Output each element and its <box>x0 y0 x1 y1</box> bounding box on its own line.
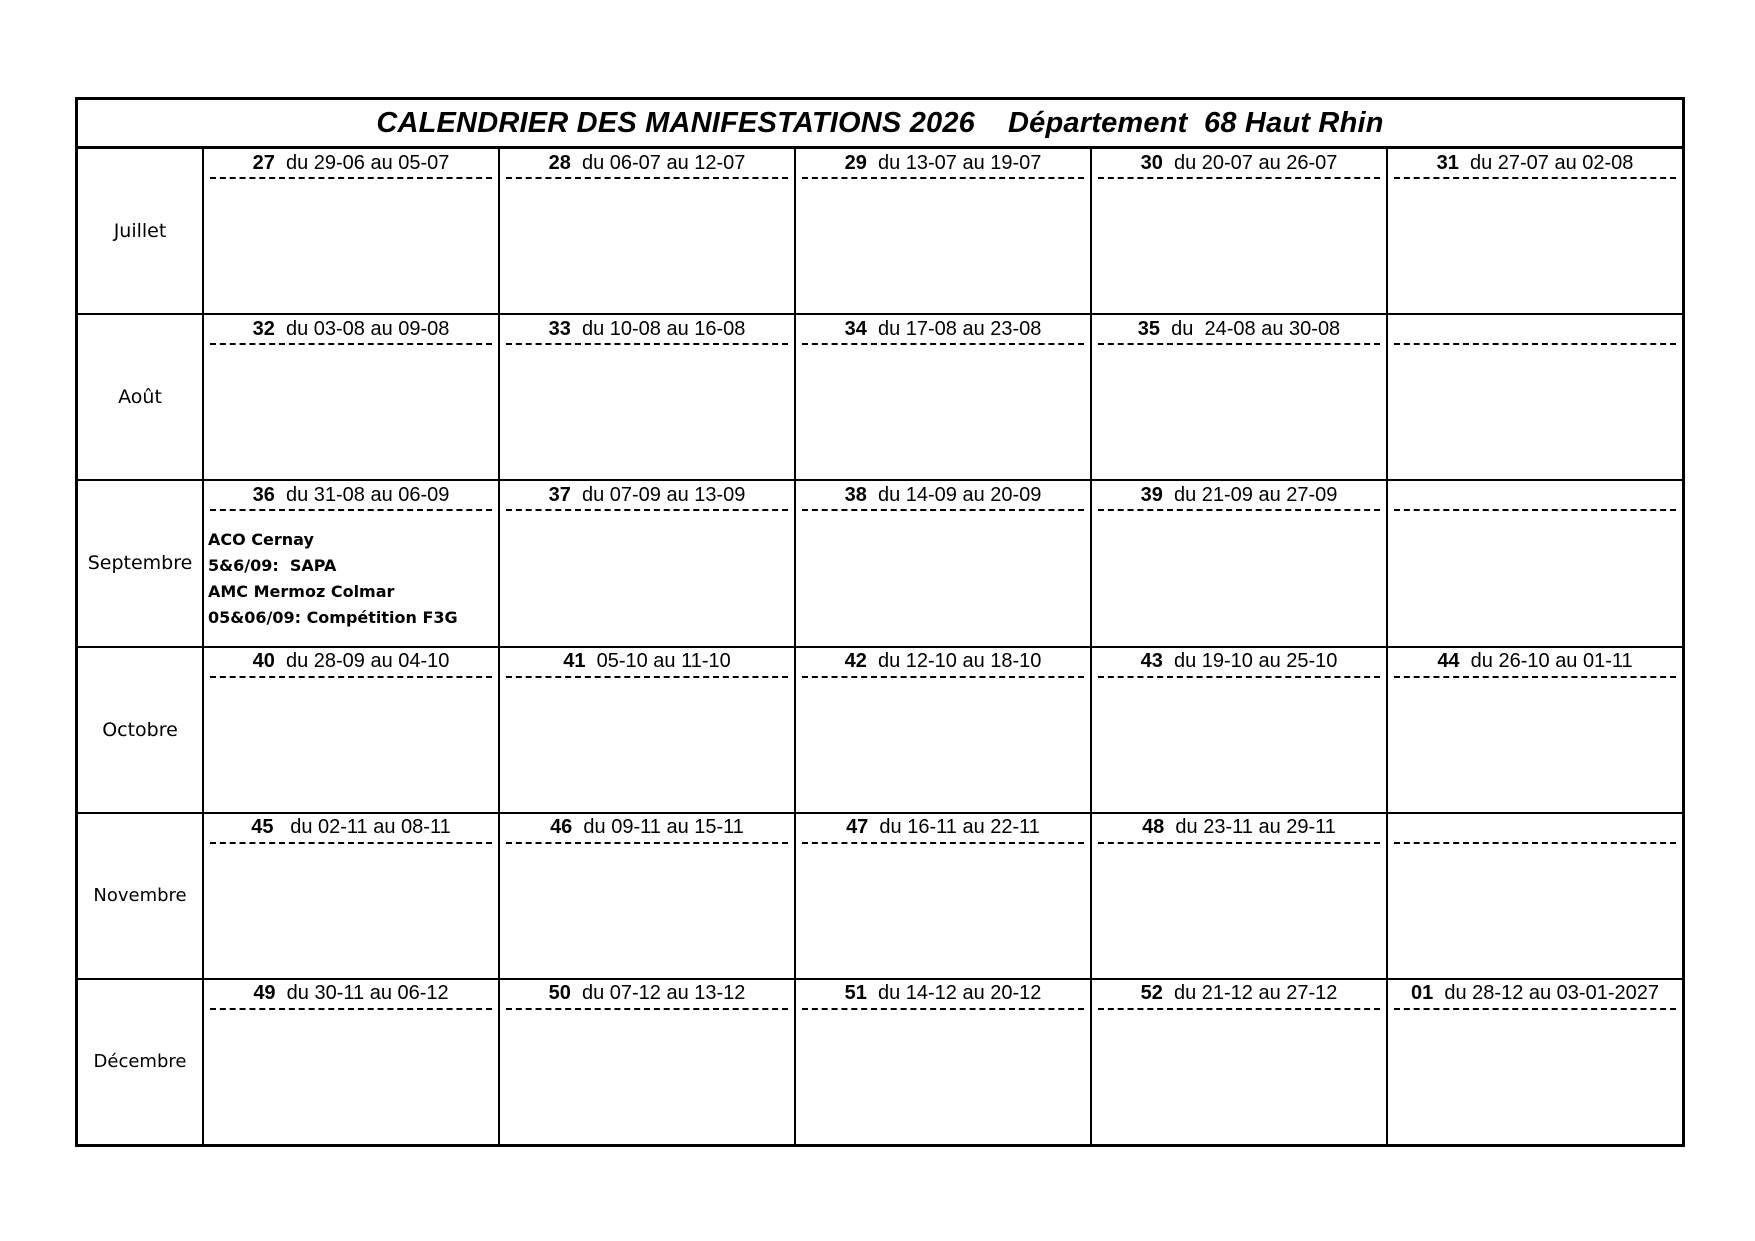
week-number: 29 <box>844 151 867 174</box>
week-cell <box>796 814 1092 978</box>
week-number: 35 <box>1137 317 1161 340</box>
week-header <box>204 648 498 676</box>
dashed-divider <box>210 676 492 678</box>
week-cell <box>1092 315 1388 479</box>
week-date-range: du 21-09 au 27-09 <box>1162 483 1338 506</box>
week-number: 51 <box>844 982 867 1005</box>
calendar-sheet <box>75 97 1685 1147</box>
week-header <box>1092 315 1386 343</box>
dashed-divider <box>506 509 788 511</box>
event-line: AMC Mermoz Colmar <box>208 582 395 602</box>
week-cell <box>1388 149 1682 313</box>
week-cell <box>500 315 796 479</box>
week-header <box>204 315 498 343</box>
week-header <box>796 315 1090 343</box>
week-number: 44 <box>1437 650 1460 673</box>
week-header <box>1388 814 1682 842</box>
week-date-range: du 24-08 au 30-08 <box>1160 317 1341 340</box>
week-number: 49 <box>253 982 276 1005</box>
week-cell <box>796 648 1092 812</box>
week-header <box>1092 814 1386 842</box>
week-header <box>500 814 794 842</box>
week-cell <box>1388 814 1682 978</box>
week-cell <box>204 315 500 479</box>
week-date-range: du 07-09 au 13-09 <box>570 483 746 506</box>
month-label: Décembre <box>78 980 204 1144</box>
month-label: Octobre <box>78 648 204 812</box>
dashed-divider <box>802 509 1084 511</box>
dashed-divider <box>506 1008 788 1010</box>
dashed-divider <box>210 177 492 179</box>
week-date-range: du 03-08 au 09-08 <box>274 317 450 340</box>
month-row <box>78 315 1682 481</box>
page-title: CALENDRIER DES MANIFESTATIONS 2026 Département 68 Haut Rhin <box>78 100 1682 149</box>
week-date-range: du 26-10 au 01-11 <box>1459 650 1633 673</box>
event-line: ACO Cernay <box>208 530 314 550</box>
dashed-divider <box>210 842 492 844</box>
month-label: Novembre <box>78 814 204 978</box>
week-number: 28 <box>548 151 571 174</box>
week-header <box>500 149 794 177</box>
week-date-range: du 28-12 au 03-01-2027 <box>1433 982 1659 1005</box>
month-row <box>78 814 1682 980</box>
dashed-divider <box>802 842 1084 844</box>
week-cell <box>796 481 1092 645</box>
week-date-range: du 29-06 au 05-07 <box>274 151 450 174</box>
dashed-divider <box>506 177 788 179</box>
dashed-divider <box>506 842 788 844</box>
week-number: 31 <box>1436 151 1459 174</box>
week-date-range: du 19-10 au 25-10 <box>1162 650 1338 673</box>
week-date-range: du 14-12 au 20-12 <box>866 982 1042 1005</box>
week-cell <box>1092 980 1388 1144</box>
week-header <box>1092 980 1386 1008</box>
week-cell <box>500 648 796 812</box>
week-number: 33 <box>548 317 571 340</box>
week-header <box>1388 648 1682 676</box>
week-date-range: du 21-12 au 27-12 <box>1162 982 1338 1005</box>
event-list <box>208 527 458 631</box>
dashed-divider <box>1394 676 1676 678</box>
dashed-divider <box>1394 1008 1676 1010</box>
dashed-divider <box>210 509 492 511</box>
month-row <box>78 648 1682 814</box>
week-header <box>796 648 1090 676</box>
dashed-divider <box>506 676 788 678</box>
dashed-divider <box>1394 509 1676 511</box>
week-cell <box>204 648 500 812</box>
week-cell <box>500 149 796 313</box>
week-date-range: du 02-11 au 08-11 <box>273 816 451 839</box>
dashed-divider <box>506 343 788 345</box>
week-number: 42 <box>844 650 867 673</box>
month-label: Juillet <box>78 149 204 313</box>
week-date-range: du 14-09 au 20-09 <box>866 483 1042 506</box>
week-cell <box>1092 149 1388 313</box>
dashed-divider <box>1098 676 1380 678</box>
week-number: 50 <box>548 982 571 1005</box>
calendar-grid <box>78 149 1682 1144</box>
week-cell <box>204 980 500 1144</box>
week-number: 37 <box>548 483 571 506</box>
week-cell <box>204 481 500 645</box>
week-number: 36 <box>252 483 275 506</box>
week-number: 47 <box>846 816 869 839</box>
week-number: 40 <box>252 650 275 673</box>
week-date-range: du 06-07 au 12-07 <box>570 151 746 174</box>
week-number: 27 <box>252 151 275 174</box>
week-cell <box>796 315 1092 479</box>
month-row <box>78 481 1682 647</box>
week-date-range: du 12-10 au 18-10 <box>866 650 1042 673</box>
week-cell <box>796 980 1092 1144</box>
week-header <box>1388 149 1682 177</box>
dashed-divider <box>802 343 1084 345</box>
week-header <box>796 980 1090 1008</box>
dashed-divider <box>210 1008 492 1010</box>
week-header <box>1092 648 1386 676</box>
week-number: 52 <box>1140 982 1163 1005</box>
month-row <box>78 980 1682 1144</box>
week-number: 43 <box>1140 650 1163 673</box>
week-cell <box>500 980 796 1144</box>
week-date-range: du 23-11 au 29-11 <box>1164 816 1336 839</box>
week-cell <box>1388 315 1682 479</box>
week-cell <box>796 149 1092 313</box>
dashed-divider <box>1098 343 1380 345</box>
dashed-divider <box>802 177 1084 179</box>
week-number: 48 <box>1142 816 1165 839</box>
event-line: 5&6/09: SAPA <box>208 556 337 576</box>
week-number: 34 <box>844 317 867 340</box>
event-line: 05&06/09: Compétition F3G <box>208 608 458 628</box>
week-date-range: du 09-11 au 15-11 <box>572 816 744 839</box>
dashed-divider <box>210 343 492 345</box>
week-cell <box>1388 648 1682 812</box>
week-cell <box>1092 814 1388 978</box>
dashed-divider <box>1098 509 1380 511</box>
dashed-divider <box>1098 842 1380 844</box>
dashed-divider <box>802 676 1084 678</box>
week-number: 30 <box>1140 151 1163 174</box>
week-date-range: du 07-12 au 13-12 <box>570 982 746 1005</box>
week-header <box>1092 149 1386 177</box>
week-header <box>1092 481 1386 509</box>
week-header <box>500 481 794 509</box>
month-row <box>78 149 1682 315</box>
week-date-range: du 28-09 au 04-10 <box>274 650 450 673</box>
week-header <box>204 980 498 1008</box>
week-date-range: du 27-07 au 02-08 <box>1458 151 1634 174</box>
week-number: 46 <box>550 816 573 839</box>
week-header <box>1388 980 1682 1008</box>
week-header <box>796 481 1090 509</box>
week-header <box>204 814 498 842</box>
week-cell <box>500 814 796 978</box>
week-cell <box>500 481 796 645</box>
dashed-divider <box>1394 343 1676 345</box>
dashed-divider <box>1394 842 1676 844</box>
dashed-divider <box>1098 1008 1380 1010</box>
week-cell <box>204 149 500 313</box>
week-number: 01 <box>1411 982 1434 1005</box>
week-header <box>1388 315 1682 343</box>
dashed-divider <box>1098 177 1380 179</box>
week-header <box>500 648 794 676</box>
dashed-divider <box>802 1008 1084 1010</box>
week-cell <box>1092 481 1388 645</box>
week-cell <box>204 814 500 978</box>
week-header <box>204 481 498 509</box>
week-date-range: du 13-07 au 19-07 <box>866 151 1042 174</box>
week-date-range: du 30-11 au 06-12 <box>275 982 449 1005</box>
week-header <box>796 814 1090 842</box>
week-date-range: du 10-08 au 16-08 <box>570 317 746 340</box>
month-label: Septembre <box>78 481 204 645</box>
week-date-range: 05-10 au 11-10 <box>585 650 731 673</box>
week-cell <box>1388 980 1682 1144</box>
week-date-range: du 31-08 au 06-09 <box>274 483 450 506</box>
week-number: 45 <box>251 816 274 839</box>
week-header <box>796 149 1090 177</box>
week-cell <box>1388 481 1682 645</box>
week-header <box>500 315 794 343</box>
week-header <box>204 149 498 177</box>
week-date-range: du 20-07 au 26-07 <box>1162 151 1338 174</box>
week-date-range: du 16-11 au 22-11 <box>868 816 1040 839</box>
week-date-range: du 17-08 au 23-08 <box>866 317 1042 340</box>
dashed-divider <box>1394 177 1676 179</box>
week-number: 38 <box>844 483 867 506</box>
week-number: 32 <box>252 317 275 340</box>
week-number: 39 <box>1140 483 1163 506</box>
week-number: 41 <box>563 650 586 673</box>
month-label: Août <box>78 315 204 479</box>
week-header <box>500 980 794 1008</box>
week-header <box>1388 481 1682 509</box>
week-cell <box>1092 648 1388 812</box>
